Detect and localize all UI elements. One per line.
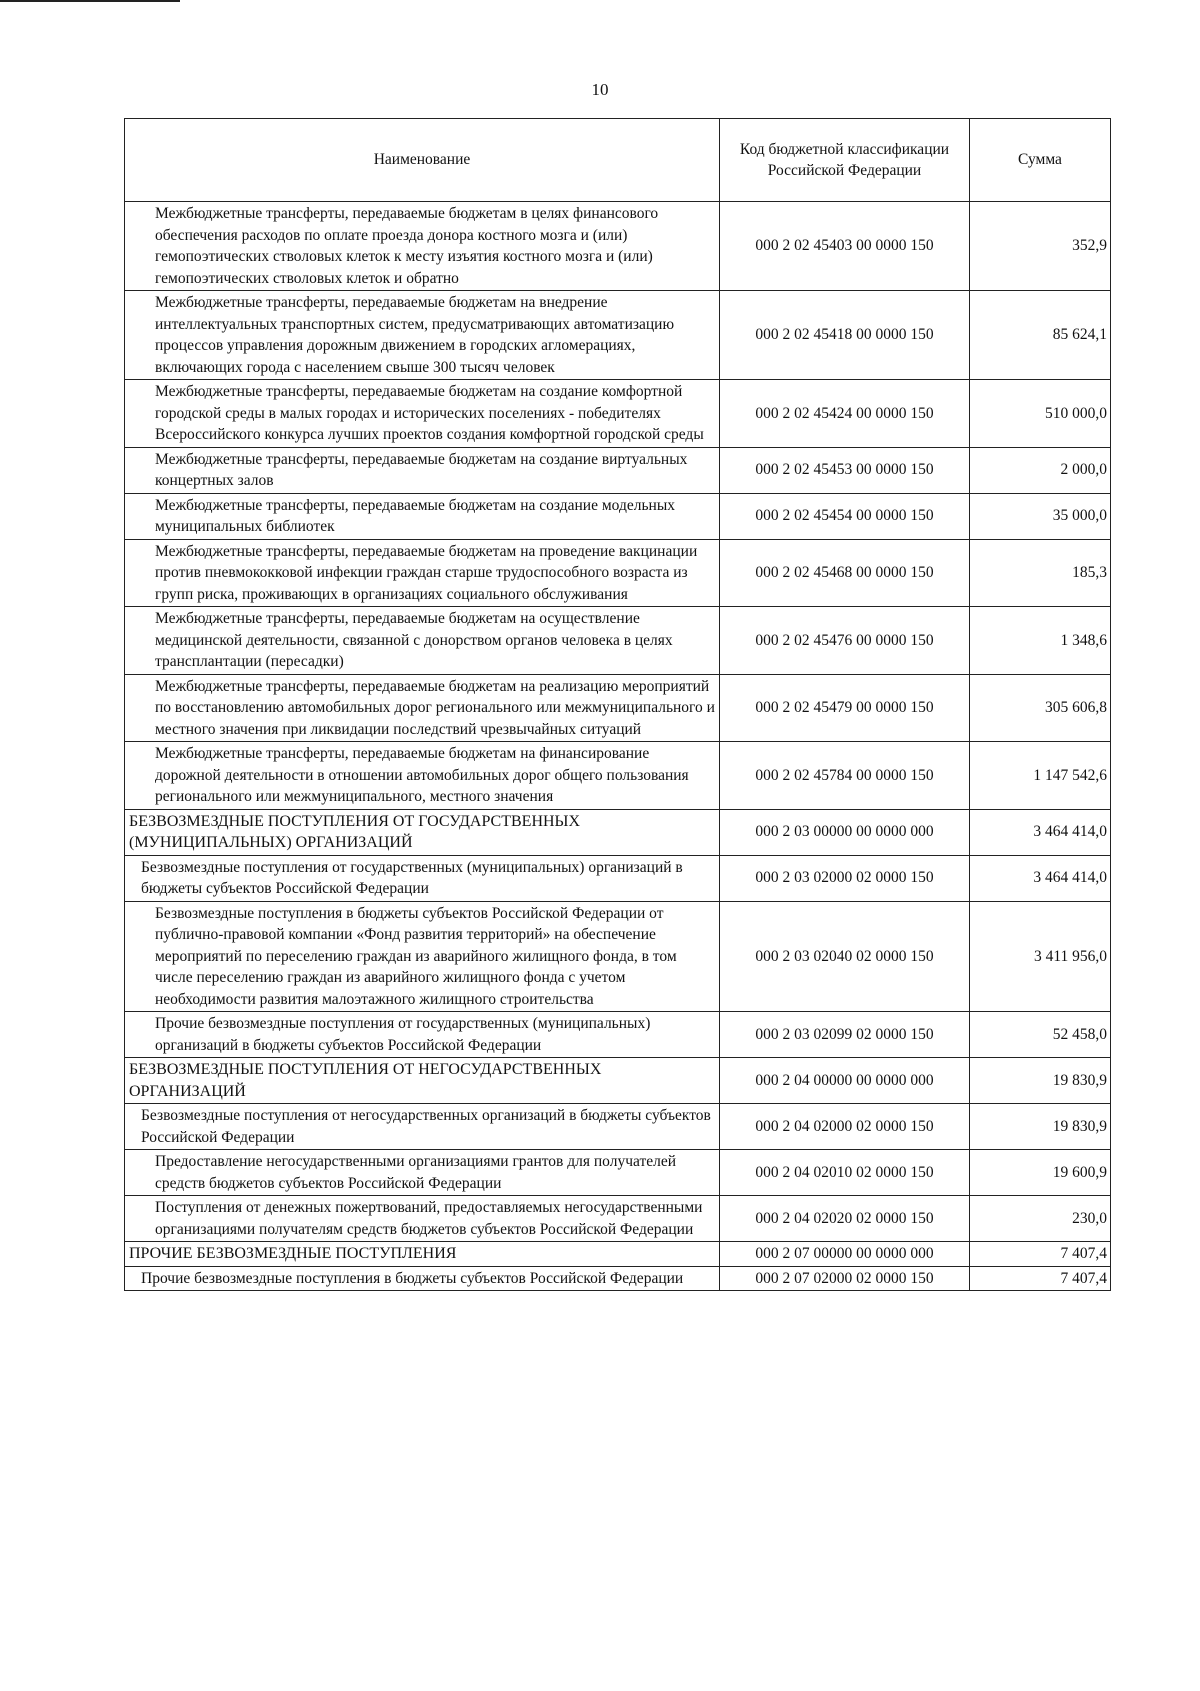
table-row: [125, 742, 1111, 810]
table-row: [125, 1012, 1111, 1058]
row-name: Межбюджетные трансферты, передаваемые бюджетам на финансирование дорожной деятельности в отношении автомобильных дорог общего пользования регионального или межмуниципального, местного значения: [125, 742, 720, 810]
row-sum: 19 600,9: [970, 1150, 1111, 1196]
row-name: Межбюджетные трансферты, передаваемые бюджетам на реализацию мероприятий по восстановлению автомобильных дорог регионального или межмуниципального и местного значения при ликвидации последствий чрезвычайных ситуаций: [125, 674, 720, 742]
row-code: 000 2 04 02020 02 0000 150: [720, 1196, 970, 1242]
row-sum: 3 411 956,0: [970, 901, 1111, 1012]
table-row: [125, 1104, 1111, 1150]
row-code: 000 2 03 02040 02 0000 150: [720, 901, 970, 1012]
row-sum: 1 147 542,6: [970, 742, 1111, 810]
table-body: [125, 202, 1111, 1291]
row-code: 000 2 03 02000 02 0000 150: [720, 855, 970, 901]
row-name: Межбюджетные трансферты, передаваемые бюджетам на проведение вакцинации против пневмококковой инфекции граждан старше трудоспособного возраста из групп риска, проживающих в организациях социального обслуживания: [125, 539, 720, 607]
row-name: ПРОЧИЕ БЕЗВОЗМЕЗДНЫЕ ПОСТУПЛЕНИЯ: [125, 1242, 720, 1267]
row-sum: 52 458,0: [970, 1012, 1111, 1058]
table-row: [125, 1058, 1111, 1104]
row-sum: 19 830,9: [970, 1104, 1111, 1150]
row-sum: 85 624,1: [970, 291, 1111, 380]
row-name: Прочие безвозмездные поступления в бюджеты субъектов Российской Федерации: [125, 1266, 720, 1291]
table-row: [125, 1150, 1111, 1196]
table-row: [125, 539, 1111, 607]
row-name: Межбюджетные трансферты, передаваемые бюджетам на создание модельных муниципальных библиотек: [125, 493, 720, 539]
row-code: 000 2 03 02099 02 0000 150: [720, 1012, 970, 1058]
row-name: Предоставление негосударственными организациями грантов для получателей средств бюджетов субъектов Российской Федерации: [125, 1150, 720, 1196]
row-code: 000 2 07 02000 02 0000 150: [720, 1266, 970, 1291]
row-code: 000 2 02 45418 00 0000 150: [720, 291, 970, 380]
table-row: [125, 291, 1111, 380]
row-name: Межбюджетные трансферты, передаваемые бюджетам на осуществление медицинской деятельности, связанной с донорством органов человека в целях трансплантации (пересадки): [125, 607, 720, 675]
row-code: 000 2 02 45468 00 0000 150: [720, 539, 970, 607]
row-sum: 230,0: [970, 1196, 1111, 1242]
table-row: [125, 607, 1111, 675]
row-name: БЕЗВОЗМЕЗДНЫЕ ПОСТУПЛЕНИЯ ОТ НЕГОСУДАРСТВЕННЫХ ОРГАНИЗАЦИЙ: [125, 1058, 720, 1104]
row-sum: 305 606,8: [970, 674, 1111, 742]
table-row: [125, 202, 1111, 291]
header-name: Наименование: [125, 119, 720, 202]
row-code: 000 2 04 02000 02 0000 150: [720, 1104, 970, 1150]
revenue-table: [124, 118, 1111, 1291]
table-row: [125, 809, 1111, 855]
page-number: 10: [591, 80, 609, 99]
table-row: [125, 855, 1111, 901]
row-code: 000 2 02 45476 00 0000 150: [720, 607, 970, 675]
table-row: [125, 1266, 1111, 1291]
table-row: [125, 901, 1111, 1012]
row-name: Прочие безвозмездные поступления от государственных (муниципальных) организаций в бюджеты субъектов Российской Федерации: [125, 1012, 720, 1058]
row-code: 000 2 02 45454 00 0000 150: [720, 493, 970, 539]
row-sum: 3 464 414,0: [970, 809, 1111, 855]
row-sum: 1 348,6: [970, 607, 1111, 675]
row-name: Безвозмездные поступления от государственных (муниципальных) организаций в бюджеты субъектов Российской Федерации: [125, 855, 720, 901]
row-name: Межбюджетные трансферты, передаваемые бюджетам на создание комфортной городской среды в малых городах и исторических поселениях - победителях Всероссийского конкурса лучших проектов создания комфортной городской среды: [125, 380, 720, 448]
table-header-row: [125, 119, 1111, 202]
row-code: 000 2 02 45424 00 0000 150: [720, 380, 970, 448]
row-sum: 3 464 414,0: [970, 855, 1111, 901]
row-sum: 7 407,4: [970, 1242, 1111, 1267]
table-row: [125, 493, 1111, 539]
row-sum: 35 000,0: [970, 493, 1111, 539]
row-name: Безвозмездные поступления от негосударственных организаций в бюджеты субъектов Российской Федерации: [125, 1104, 720, 1150]
header-code: Код бюджетной классификации Российской Федерации: [720, 119, 970, 202]
row-name: Межбюджетные трансферты, передаваемые бюджетам на создание виртуальных концертных залов: [125, 447, 720, 493]
top-rule: [0, 0, 180, 2]
row-code: 000 2 07 00000 00 0000 000: [720, 1242, 970, 1267]
row-name: Межбюджетные трансферты, передаваемые бюджетам в целях финансового обеспечения расходов по оплате проезда донора костного мозга и (или) гемопоэтических стволовых клеток к месту изъятия костного мозга и (или) гемопоэтических стволовых клеток и обратно: [125, 202, 720, 291]
table-row: [125, 674, 1111, 742]
row-code: 000 2 04 00000 00 0000 000: [720, 1058, 970, 1104]
row-sum: 352,9: [970, 202, 1111, 291]
row-code: 000 2 02 45784 00 0000 150: [720, 742, 970, 810]
row-sum: 19 830,9: [970, 1058, 1111, 1104]
row-name: Безвозмездные поступления в бюджеты субъектов Российской Федерации от публично-правовой компании «Фонд развития территорий» на обеспечение мероприятий по переселению граждан из аварийного жилищного фонда, в том числе переселению граждан из аварийного жилищного фонда с учетом необходимости развития малоэтажного жилищного строительства: [125, 901, 720, 1012]
row-name: БЕЗВОЗМЕЗДНЫЕ ПОСТУПЛЕНИЯ ОТ ГОСУДАРСТВЕННЫХ (МУНИЦИПАЛЬНЫХ) ОРГАНИЗАЦИЙ: [125, 809, 720, 855]
table-row: [125, 380, 1111, 448]
row-sum: 185,3: [970, 539, 1111, 607]
row-sum: 510 000,0: [970, 380, 1111, 448]
row-code: 000 2 02 45403 00 0000 150: [720, 202, 970, 291]
row-code: 000 2 02 45453 00 0000 150: [720, 447, 970, 493]
table-row: [125, 1196, 1111, 1242]
row-name: Межбюджетные трансферты, передаваемые бюджетам на внедрение интеллектуальных транспортных систем, предусматривающих автоматизацию процессов управления дорожным движением в городских агломерациях, включающих города с населением свыше 300 тысяч человек: [125, 291, 720, 380]
table-row: [125, 447, 1111, 493]
row-name: Поступления от денежных пожертвований, предоставляемых негосударственными организациями получателям средств бюджетов субъектов Российской Федерации: [125, 1196, 720, 1242]
table-row: [125, 1242, 1111, 1267]
header-sum: Сумма: [970, 119, 1111, 202]
row-sum: 7 407,4: [970, 1266, 1111, 1291]
row-code: 000 2 03 00000 00 0000 000: [720, 809, 970, 855]
row-sum: 2 000,0: [970, 447, 1111, 493]
row-code: 000 2 02 45479 00 0000 150: [720, 674, 970, 742]
row-code: 000 2 04 02010 02 0000 150: [720, 1150, 970, 1196]
